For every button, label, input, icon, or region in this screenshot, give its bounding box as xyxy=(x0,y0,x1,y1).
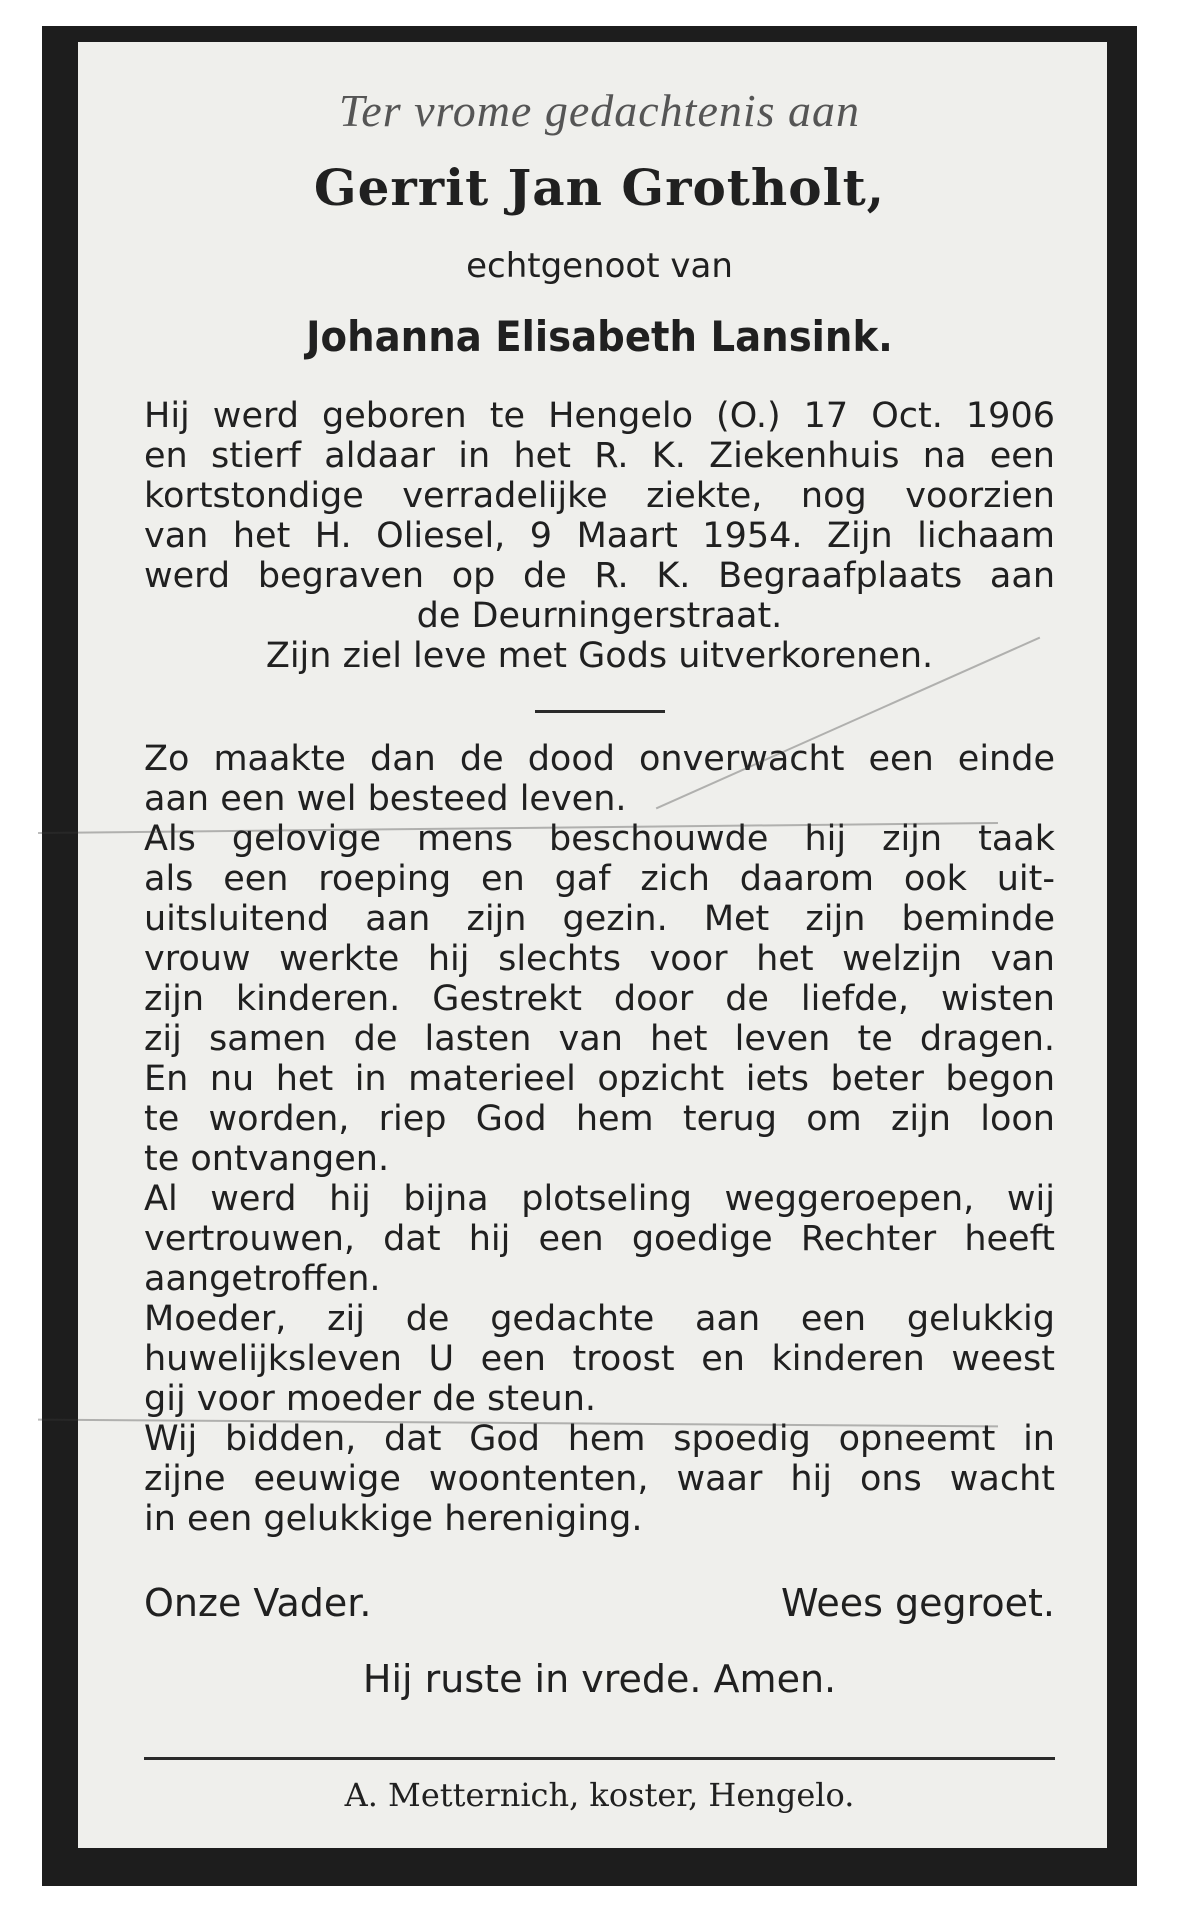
prayer-row xyxy=(144,1581,1055,1641)
section-divider xyxy=(535,710,665,713)
reflection-line: in een gelukkige hereniging. xyxy=(144,1499,643,1539)
reflection-line: Wij bidden, dat God hem spoedig opneemt in xyxy=(144,1419,1055,1459)
reflection-line: huwelijksleven U een troost en kinderen weest xyxy=(144,1339,1055,1379)
printer-credit: A. Metternich, koster, Hengelo. xyxy=(344,1776,855,1814)
reflection-line: zijne eeuwige woontenten, waar hij ons wacht xyxy=(144,1459,1055,1499)
bio-line: Hij werd geboren te Hengelo (O.) 17 Oct. 1906 xyxy=(144,396,1055,436)
reflection-line: te ontvangen. xyxy=(144,1139,390,1179)
reflection-line: uitsluitend aan zijn gezin. Met zijn beminde xyxy=(144,899,1055,939)
reflection-line: Als gelovige mens beschouwde hij zijn taak xyxy=(144,819,1055,859)
bio-line: kortstondige verradelijke ziekte, nog voorzien xyxy=(144,476,1055,516)
spouse-name: Johanna Elisabeth Lansink. xyxy=(306,312,893,361)
spouse-intro: echtgenoot van xyxy=(466,246,733,286)
bio-line: en stierf aldaar in het R. K. Ziekenhuis na een xyxy=(144,436,1055,476)
reflection-line: als een roeping en gaf zich daarom ook uit- xyxy=(144,859,1055,899)
bio-line: van het H. Oliesel, 9 Maart 1954. Zijn lichaam xyxy=(144,516,1055,556)
deceased-name: Gerrit Jan Grotholt, xyxy=(313,158,886,217)
reflection-line: te worden, riep God hem terug om zijn loon xyxy=(144,1099,1055,1139)
reflection-line: zijn kinderen. Gestrekt door de liefde, wisten xyxy=(144,979,1055,1019)
reflection-paragraph xyxy=(144,739,1055,1539)
rest-in-peace: Hij ruste in vrede. Amen. xyxy=(362,1657,837,1701)
hail-mary-prayer: Wees gegroet. xyxy=(781,1581,1055,1625)
bio-line: werd begraven op de R. K. Begraafplaats aan xyxy=(144,556,1055,596)
reflection-line: gij voor moeder de steun. xyxy=(144,1379,597,1419)
reflection-line: Al werd hij bijna plotseling weggeroepen, wij xyxy=(144,1179,1055,1219)
bio-line: Zijn ziel leve met Gods uitverkorenen. xyxy=(265,636,934,676)
reflection-line: Moeder, zij de gedachte aan een gelukkig xyxy=(144,1299,1055,1339)
reflection-line: Zo maakte dan de dood onverwacht een einde xyxy=(144,739,1055,779)
bio-line: de Deurningerstraat. xyxy=(416,596,783,636)
reflection-line: vertrouwen, dat hij een goedige Rechter heeft xyxy=(144,1219,1055,1259)
card-content xyxy=(78,42,1107,1848)
reflection-line: aan een wel besteed leven. xyxy=(144,779,627,819)
our-father-prayer: Onze Vader. xyxy=(144,1581,372,1625)
memorial-card xyxy=(42,26,1137,1886)
footer-divider xyxy=(144,1757,1055,1760)
reflection-line: aangetroffen. xyxy=(144,1259,381,1299)
in-memory-heading: Ter vrome gedachtenis aan xyxy=(338,85,861,136)
reflection-line: vrouw werkte hij slechts voor het welzijn van xyxy=(144,939,1055,979)
reflection-line: zij samen de lasten van het leven te dragen. xyxy=(144,1019,1055,1059)
reflection-line: En nu het in materieel opzicht iets beter begon xyxy=(144,1059,1055,1099)
biography-paragraph xyxy=(144,396,1055,676)
